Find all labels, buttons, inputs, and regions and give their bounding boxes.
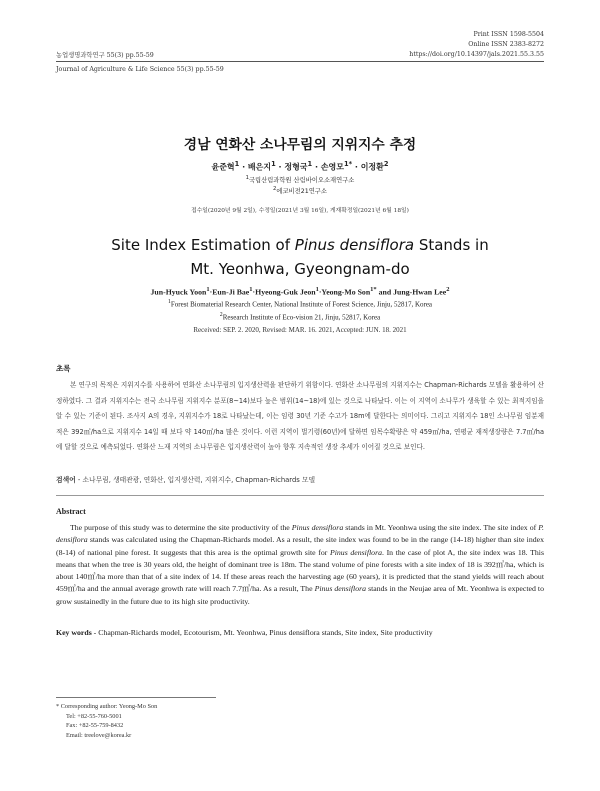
author-ko: 손영모 xyxy=(320,162,344,172)
abstract-en-heading: Abstract xyxy=(56,507,86,516)
author-sep: · xyxy=(239,162,248,172)
affiliations-en xyxy=(0,297,600,323)
section-divider xyxy=(56,495,544,496)
author-sup: 2 xyxy=(383,160,389,168)
affiliation-ko: $^2$에코비전21연구소 xyxy=(273,186,327,196)
species-name: Pinus densiflora xyxy=(294,236,415,254)
journal-name-en: Journal of Agriculture & Life Science 55(3) pp.55-59 xyxy=(56,66,224,73)
authors-ko xyxy=(0,160,600,173)
authors-en: Jun-Hyuck Yoon$^1$·Eun-Ji Bae$^1$·Hyeong-Guk Jeon$^1$·Yeong-Mo Son$^{1*}$ and Jung-Hwan Lee$^2$ xyxy=(150,286,450,297)
title-ko: 경남 연화산 소나무림의 지위지수 추정 xyxy=(183,137,417,153)
keywords-ko-label: 검색어 xyxy=(56,476,76,484)
keywords-en-list: Chapman-Richards model, Ecotourism, Mt. Yeonhwa, Pinus densiflora stands, Site index, Site productivity xyxy=(98,628,433,637)
journal-name-ko: 농업생명과학연구 55(3) pp.55-59 xyxy=(56,52,154,59)
affiliation-en: $^2$Research Institute of Eco-vision 21, Jinju, 52817, Korea xyxy=(219,311,381,322)
footnote xyxy=(56,702,157,740)
footnote-tel: Tel: +82-55-760-5001 xyxy=(66,712,122,720)
affiliations-ko xyxy=(0,174,600,196)
header-rule xyxy=(56,61,544,62)
keywords-ko: 검색어 - 소나무림, 생태관광, 연화산, 입지생산력, 지위지수, Chapman-Richards 모델 xyxy=(56,476,316,484)
issn-block xyxy=(409,30,544,60)
keywords-en: Key words - Chapman-Richards model, Ecotourism, Mt. Yeonhwa, Pinus densiflora stands, Site index, Site productivity xyxy=(56,628,433,637)
author-sep: · xyxy=(275,162,285,172)
author-sep: · xyxy=(352,162,361,172)
abstract-en-text: The purpose of this study was to determine the site productivity of the Pinus densiflora stands in Mt. Yeonhwa using the site index. The site index of P. densiflora stands was calculated using the Chapman-Richards model. As a result, the site index was found to be in the range (14-18) higher than site index (8-14) of national pine forest. It suggests that this area is the optimal growth site for Pinus densiflora. In the case of plot A, the site index was 18. This means that when the tree is 30 years old, the height of dominant tree is 18m. The stand volume of pine forests with a site index of 18 is 392㎥/ha, which is about 140㎥/ha more than that of a site index of 14. If these areas reach the harvesting age (60 years), it is predicted that the stand yields will reach about 459㎥/ha and the annual average growth rate will reach 7.7㎥/ha. As a result, The Pinus densiflora stands in the Neujae area of Mt. Yeonhwa is expected to grow sustainedly in the future due to its high site productivity. xyxy=(56,523,544,606)
print-issn: Print ISSN 1598-5504 xyxy=(473,31,544,38)
affiliation-en: $^1$Forest Biomaterial Research Center, National Institute of Forest Science, Jinju, 52817, Korea xyxy=(167,299,433,309)
author-ko: 이정환 xyxy=(360,162,384,172)
footnote-rule xyxy=(56,697,216,698)
keywords-ko-list: 소나무림, 생태관광, 연화산, 입지생산력, 지위지수, Chapman-Richards 모델 xyxy=(82,476,316,484)
affiliation-ko: $^1$국립산림과학원 산림바이오소재연구소 xyxy=(245,175,355,185)
online-issn: Online ISSN 2383-8272 xyxy=(468,41,544,48)
doi-link[interactable]: https://doi.org/10.14397/jals.2021.55.3.55 xyxy=(409,51,544,58)
author-sup: 1 xyxy=(271,160,276,168)
footnote-fax: Fax: +82-55-759-8432 xyxy=(66,722,124,730)
dates-en: Received: SEP. 2. 2020, Revised: MAR. 16. 2021, Accepted: JUN. 18. 2021 xyxy=(193,326,407,334)
abstract-ko-text: 본 연구의 목적은 지위지수를 사용하여 연화산 소나무림의 입지생산력을 판단하기 위함이다. 연화산 소나무림의 지위지수는 Chapman-Richards 모델을 활용하여 산정하였다. 그 결과 지위지수는 전국 소나무림 지위지수 분포(8~14)보다 높은 범위(14~18)에 있는 것으로 나타났다. 이는 이 지역이 소나무가 생육할 수 있는 최적지임을 알 수 있는 기준이 된다. 조사지 A의 경우, 지위지수가 18로 나타났는데, 이는 임령 30년 기준 수고가 18m에 달한다는 의미이다. 그리고 지위지수 18인 소나무림 임분재적은 392㎥/ha으로 지위지수 14일 때 보다 약 140㎥/ha 많은 것이다. 이런 지역이 벌기령(60년)에 달하면 임목수확량은 약 459㎥/ha, 연평균 재적생장량은 7.7㎥/ha에 달할 것으로 예측되었다. 연화산 느재 지역의 소나무림은 입지생산력이 높아 향후 지속적인 생장 추세가 이어질 것으로 보인다. xyxy=(56,381,544,452)
author-sup: 1* xyxy=(343,160,353,168)
dates-ko: 접수일(2020년 9월 2일), 수정일(2021년 3월 16일), 게재확정일(2021년 6월 18일) xyxy=(191,208,409,214)
corresponding-author: * Corresponding author: Yeong-Mo Son xyxy=(56,703,158,710)
author-sup: 1 xyxy=(307,160,313,168)
footnote-email[interactable]: Email: treelove@korea.kr xyxy=(66,731,132,739)
keywords-en-label: Key words xyxy=(56,628,92,637)
author-ko: 배은지 xyxy=(247,162,272,172)
abstract-ko-heading: 초록 xyxy=(56,364,71,373)
author-ko: 윤준혁 xyxy=(211,162,235,172)
author-sep: · xyxy=(312,162,321,172)
title-en: Site Index Estimation of Pinus densiflora Stands in Mt. Yeonhwa, Gyeongnam-do xyxy=(111,236,489,278)
author-ko: 정형국 xyxy=(284,162,308,172)
author-sup: 1 xyxy=(234,160,240,168)
